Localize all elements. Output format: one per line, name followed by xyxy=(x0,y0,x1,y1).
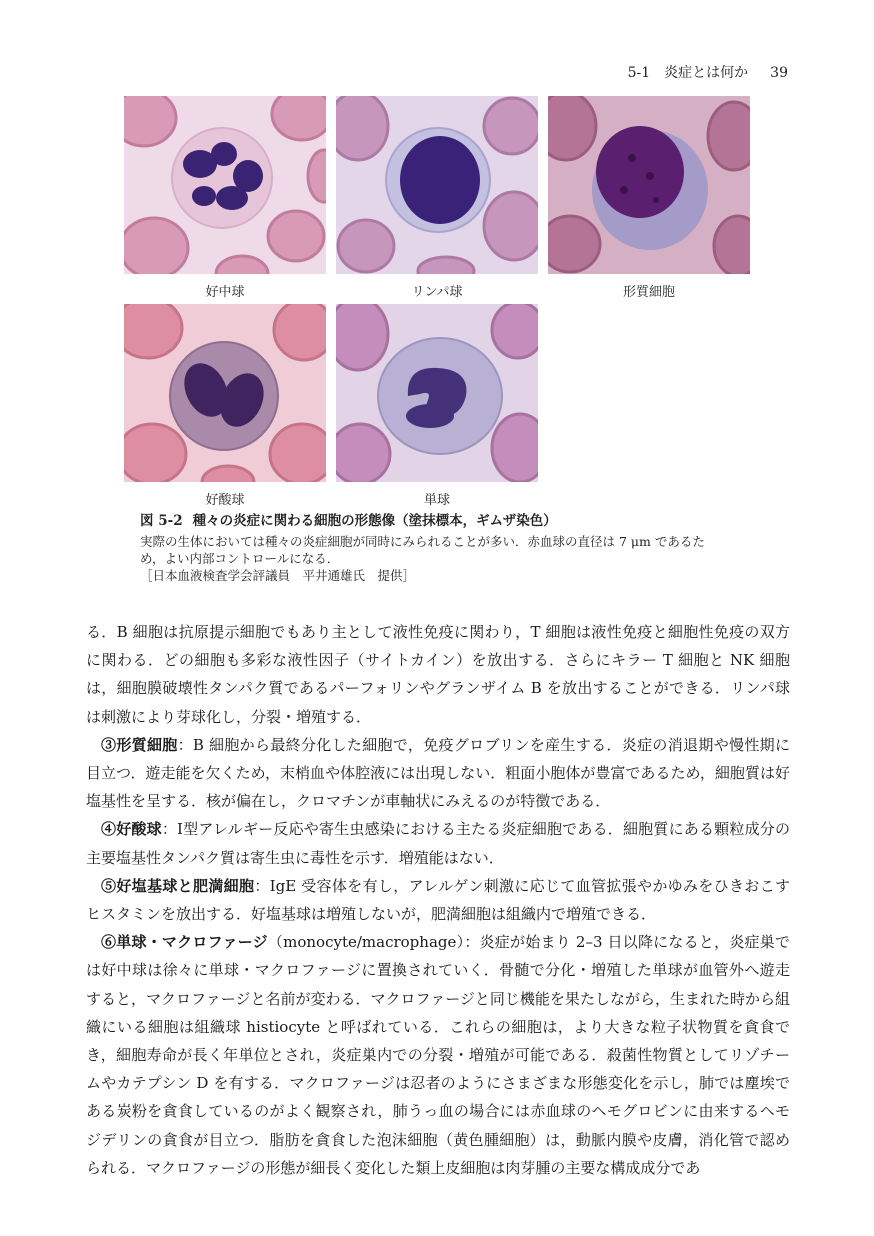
page-number: 39 xyxy=(770,65,788,81)
term-eosinophil: ④好酸球 xyxy=(101,820,162,839)
panel-label-lymphocyte: リンパ球 xyxy=(411,285,463,300)
text-eosinophil: ：Ⅰ型アレルギー反応や寄生虫感染における主たる炎症細胞である．細胞質にある顆粒成分の主要塩基性タンパク質は寄生虫に毒性を示す．増殖能はない． xyxy=(86,820,790,867)
panel-label-neutrophil: 好中球 xyxy=(205,285,245,300)
running-head xyxy=(628,62,788,82)
paragraph-monocyte xyxy=(86,928,790,1182)
caption-note-line1: 実際の生体においては種々の炎症細胞が同時にみられることが多い．赤血球の直径は 7 μm であるた xyxy=(140,534,705,549)
neutrophil-micrograph xyxy=(124,96,326,274)
figure-caption xyxy=(140,513,760,584)
caption-note-line2: め，よい内部コントロールになる． xyxy=(140,551,340,566)
caption-credit: ［日本血液検査学会評議員 平井通雄氏 提供］ xyxy=(140,568,416,583)
text-plasma-cell: ：B 細胞から最終分化した細胞で，免疫グロブリンを産生する．炎症の消退期や慢性期に目立つ．遊走能を欠くため，末梢血や体腔液には出現しない．粗面小胞体が豊富であるため，細胞質は好塩基性を呈する．核が偏在し，クロマチンが車軸状にみえるのが特徴である． xyxy=(86,735,790,811)
monocyte-micrograph xyxy=(336,304,538,482)
paragraph-plasma-cell xyxy=(86,731,790,816)
panel-label-monocyte: 単球 xyxy=(423,493,450,508)
text-monocyte: （monocyte/macrophage）：炎症が始まり 2–3 日以降になると，炎症巣では好中球は徐々に単球・マクロファージに置換されていく．骨髄で分化・増殖した単球が血管外へ遊走すると，マクロファージと名前が変わる．マクロファージと同じ機能を果たしながら，生まれた時から組織にいる細胞は組織球 histiocyte と呼ばれている．これらの細胞は，より大きな粒子状物質を貪食でき，細胞寿命が長く年単位とされ，炎症巣内での分裂・増殖が可能である．殺菌性物質としてリゾチームやカテプシン D を有する．マクロファージは忍者のようにさまざまな形態変化を示し，肺では塵埃である炭粉を貪食しているのがよく観察され，肺うっ血の場合には赤血球のヘモグロビンに由来するヘモジデリンの貪食が目立つ．脂肪を貪食した泡沫細胞（黄色腫細胞）は，動脈内膜や皮膚，消化管で認められる．マクロファージの形態が細長く変化した類上皮細胞は肉芽腫の主要な構成成分であ xyxy=(86,933,790,1177)
section-title: 5-1 炎症とは何か xyxy=(627,65,749,81)
body-text xyxy=(86,618,790,1182)
panel-label-plasma-cell: 形質細胞 xyxy=(622,285,675,300)
lymphocyte-micrograph xyxy=(336,96,538,274)
figure-title: 種々の炎症に関わる細胞の形態像（塗抹標本，ギムザ染色） xyxy=(192,513,557,529)
caption-title-line xyxy=(140,513,760,530)
panel-label-eosinophil: 好酸球 xyxy=(205,493,245,508)
paragraph-lymphocyte-cont: る．B 細胞は抗原提示細胞でもあり主として液性免疫に関わり，T 細胞は液性免疫と細胞性免疫の双方に関わる．どの細胞も多彩な液性因子（サイトカイン）を放出する．さらにキラー T 細胞と NK 細胞は，細胞膜破壊性タンパク質であるパーフォリンやグランザイム B を放出することができる．リンパ球は刺激により芽球化し，分裂・増殖する． xyxy=(86,623,790,726)
paragraph-eosinophil xyxy=(86,815,790,871)
term-monocyte: ⑥単球・マクロファージ xyxy=(101,933,268,952)
figure-number: 図 5-2 xyxy=(140,513,183,529)
text-basophil: ：IgE 受容体を有し，アレルゲン刺激に応じて血管拡張やかゆみをひきおこすヒスタミンを放出する．好塩基球は増殖しないが，肥満細胞は組織内で増殖できる． xyxy=(86,876,790,924)
plasma-cell-micrograph xyxy=(548,96,750,274)
term-basophil: ⑤好塩基球と肥満細胞 xyxy=(101,876,255,895)
paragraph-basophil xyxy=(86,872,790,928)
eosinophil-micrograph xyxy=(124,304,326,482)
term-plasma-cell: ③形質細胞 xyxy=(101,735,178,754)
